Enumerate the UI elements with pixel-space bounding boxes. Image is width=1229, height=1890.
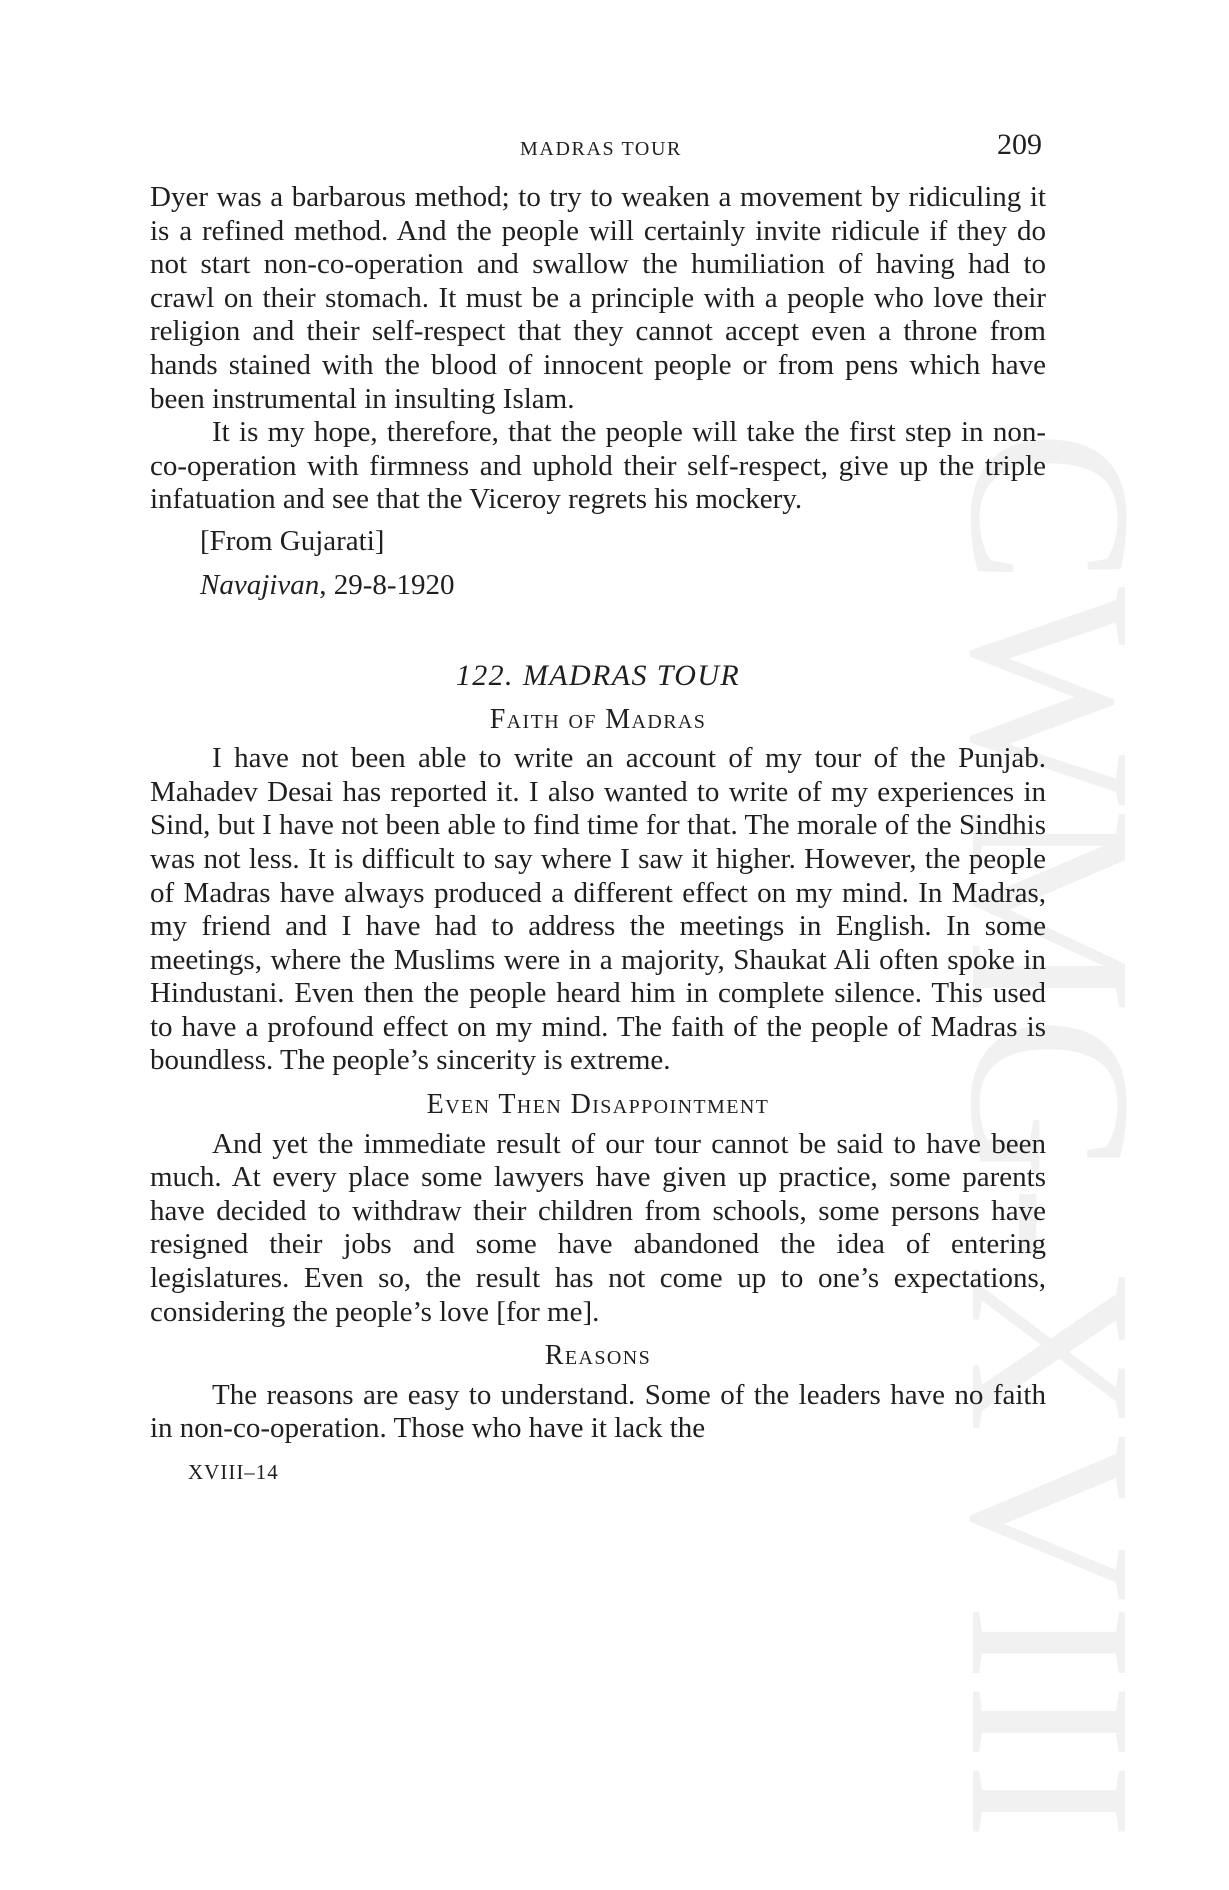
running-title: MADRAS TOUR <box>520 138 682 160</box>
section-heading-even-then-disappointment: Even Then Disappointment <box>426 1089 770 1121</box>
section-paragraph-faith-of-madras: I have not been able to write an account of my tour of the Punjab. Mahadev Desai has reported it. I also wanted to write of my experiences in Sind, but I have not been able to find time for that. The morale of the Sindhis was not less. It is difficult to say where I saw it higher. However, the people of Madras have always produced a different effect on my mind. In Madras, my friend and I have had to address the meetings in English. In some meetings, where the Muslims were in a majority, Shaukat Ali often spoke in Hindustani. Even then the people heard him in complete silence. This used to have a profound effect on my mind. The faith of the people of Madras is boundless. The people’s sincerity is extreme. <box>150 742 1046 1077</box>
section-heading-reasons: Reasons <box>544 1340 652 1372</box>
section-heading-faith-of-madras: Faith of Madras <box>489 703 707 735</box>
body-text <box>150 181 1046 1490</box>
signature-mark: XVIII–14 <box>188 1460 279 1484</box>
source-publication-line <box>200 563 1046 607</box>
section-paragraph-reasons: The reasons are easy to understand. Some of the leaders have no faith in non-co-operation. Those who have it lack the <box>150 1378 1046 1445</box>
source-citation <box>200 519 1046 607</box>
source-publication: Navajivan <box>200 568 320 601</box>
page-number: 209 <box>997 128 1042 161</box>
section-paragraph-even-then-disappointment: And yet the immediate result of our tour cannot be said to have been much. At every place some lawyers have given up practice, some parents have decided to withdraw their children from schools, some persons have resigned their jobs and some have abandoned the idea of entering legislatures. Even so, the result has not come up to one’s expectations, considering the people’s love [for me]. <box>150 1127 1046 1328</box>
watermark: CWMG-XVIII <box>922 430 1179 1842</box>
source-line: [From Gujarati] <box>200 524 385 557</box>
source-date: , 29-8-1920 <box>319 568 455 601</box>
running-header <box>160 128 1042 168</box>
continuation-paragraph-1: Dyer was a barbarous method; to try to weaken a movement by ridiculing it is a refined method. And the people will certainly invite ridicule if they do not start non-co-operation and swallow the humiliation of having had to crawl on their stomach. It must be a principle with a people who love their religion and their self-respect that they cannot accept even a throne from hands stained with the blood of innocent people or from pens which have been instrumental in insulting Islam. <box>150 181 1046 415</box>
continuation-paragraph-2: It is my hope, therefore, that the people will take the first step in non-co-operation with firmness and uphold their self-respect, give up the triple infatuation and see that the Viceroy regrets his mockery. <box>150 416 1046 516</box>
article-title: 122. MADRAS TOUR <box>455 658 741 692</box>
